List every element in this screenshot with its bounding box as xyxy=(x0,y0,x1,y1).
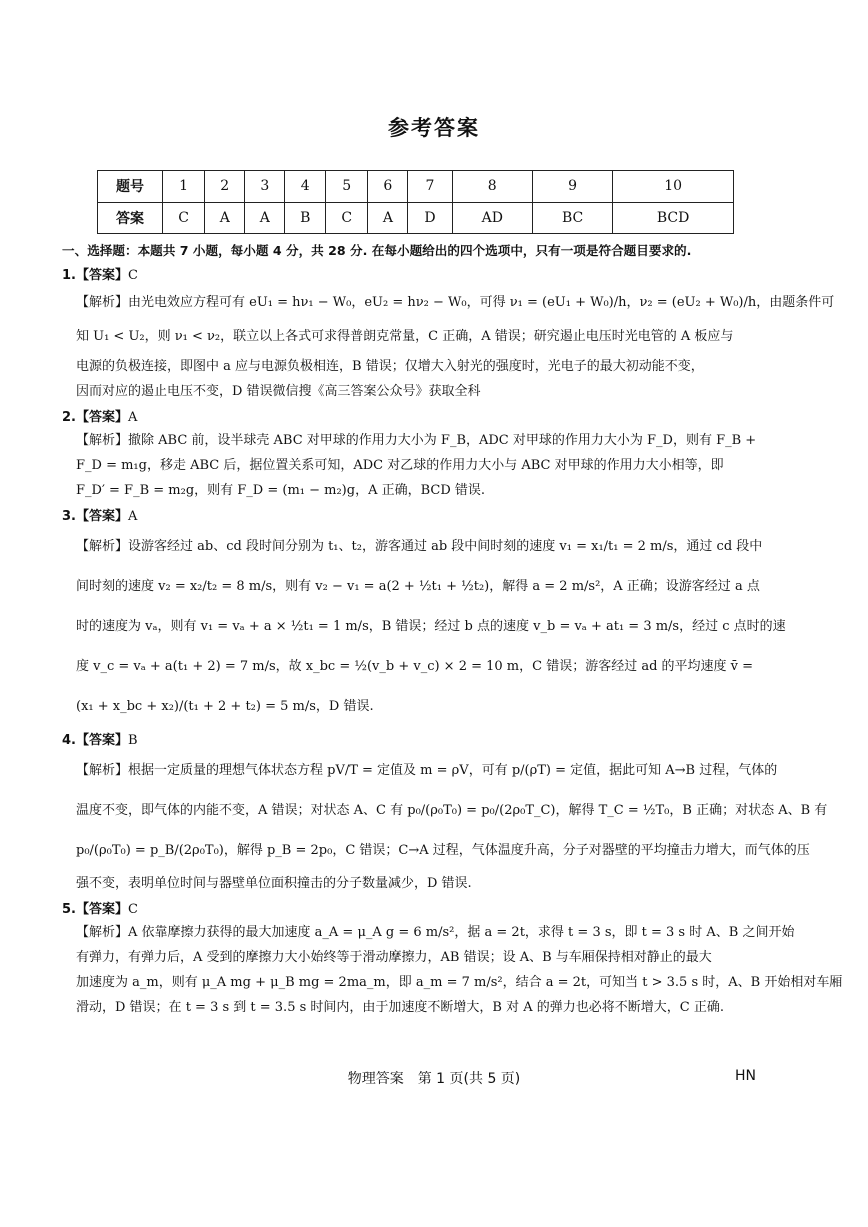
answer-value: A xyxy=(127,509,138,524)
answer-cell: BCD xyxy=(613,202,734,234)
explanation-line: 度 v_c = vₐ + a(t₁ + 2) = 7 m/s，故 x_bc = ½(v_b + v_c) × 2 = 10 m，C 错误；游客经过 ad 的平均速度 v̄ = xyxy=(76,659,754,674)
row-label-answer: 答案 xyxy=(98,202,163,234)
question-number-cell: 5 xyxy=(326,171,368,203)
answer-label: 3.【答案】 xyxy=(62,509,128,524)
explanation-line: 【解析】根据一定质量的理想气体状态方程 pV/T = 定值及 m = ρV，可有 p/(ρT) = 定值，据此可知 A→B 过程，气体的 xyxy=(76,763,778,778)
answer-value: C xyxy=(127,902,138,917)
section-heading: 一、选择题：本题共 7 小题，每小题 4 分，共 28 分. 在每小题给出的四个选项中，只有一项是符合题目要求的. xyxy=(62,243,692,258)
explanation-line: 时的速度为 vₐ，则有 v₁ = vₐ + a × ½t₁ = 1 m/s，B 错误；经过 b 点的速度 v_b = vₐ + at₁ = 3 m/s，经过 c 点时的速 xyxy=(76,619,786,634)
question-2-answer xyxy=(62,407,757,428)
answer-table-number-row xyxy=(98,171,734,203)
question-number-cell: 7 xyxy=(408,171,452,203)
question-number-cell: 3 xyxy=(245,171,285,203)
footer-region-code: HN xyxy=(735,1068,756,1084)
question-number-cell: 9 xyxy=(533,171,613,203)
question-3-answer xyxy=(62,506,757,527)
explanation-line: 【解析】设游客经过 ab、cd 段时间分别为 t₁、t₂，游客通过 ab 段中间时刻的速度 v₁ = x₁/t₁ = 2 m/s，通过 cd 段中 xyxy=(76,539,763,554)
answer-cell: A xyxy=(368,202,408,234)
answer-cell: D xyxy=(408,202,452,234)
answer-cell: C xyxy=(326,202,368,234)
question-number-cell: 1 xyxy=(163,171,205,203)
question-number-cell: 2 xyxy=(205,171,245,203)
footer-page-info: 物理答案 第 1 页(共 5 页) xyxy=(347,1071,521,1087)
answer-value: C xyxy=(127,268,138,283)
explanation-line: 【解析】撤除 ABC 前，设半球壳 ABC 对甲球的作用力大小为 F_B，ADC 对甲球的作用力大小为 F_D，则有 F_B + xyxy=(76,433,757,448)
explanation-line: 温度不变，即气体的内能不变，A 错误；对状态 A、C 有 p₀/(ρ₀T₀) = p₀/(2ρ₀T_C)，解得 T_C = ½T₀，B 正确；对状态 A、B 有 xyxy=(76,803,828,818)
answer-cell: BC xyxy=(533,202,613,234)
answer-table-answer-row xyxy=(98,202,734,234)
answer-cell: C xyxy=(163,202,205,234)
explanation-line: 滑动，D 错误；在 t = 3 s 到 t = 3.5 s 时间内，由于加速度不断增大，B 对 A 的弹力也必将不断增大，C 正确. xyxy=(76,1000,724,1015)
explanation-line: F_D = m₁g，移走 ABC 后，据位置关系可知，ADC 对乙球的作用力大小与 ABC 对甲球的作用力大小相等，即 xyxy=(76,458,724,473)
answer-cell: AD xyxy=(452,202,533,234)
answer-cell: A xyxy=(205,202,245,234)
explanation-line: 有弹力，有弹力后，A 受到的摩擦力大小始终等于滑动摩擦力，AB 错误；设 A、B 与车厢保持相对静止的最大 xyxy=(76,950,712,965)
question-number-cell: 8 xyxy=(452,171,533,203)
question-5-answer xyxy=(62,899,757,920)
explanation-line: 知 U₁ < U₂，则 ν₁ < ν₂，联立以上各式可求得普朗克常量，C 正确，A 错误；研究遏止电压时光电管的 A 板应与 xyxy=(76,329,734,344)
explanations xyxy=(62,240,843,1020)
explanation-line: 加速度为 a_m，则有 μ_A mg + μ_B mg = 2ma_m，即 a_m = 7 m/s²，结合 a = 2t，可知当 t > 3.5 s 时，A、B 开始相对车厢 xyxy=(76,975,843,990)
question-number-cell: 10 xyxy=(613,171,734,203)
explanation-line: 因而对应的遏止电压不变，D 错误微信搜《高三答案公众号》获取全科 xyxy=(76,384,481,399)
answer-cell: A xyxy=(245,202,285,234)
question-number-cell: 6 xyxy=(368,171,408,203)
explanation-line: p₀/(ρ₀T₀) = p_B/(2ρ₀T₀)，解得 p_B = 2p₀，C 错误；C→A 过程，气体温度升高，分子对器壁的平均撞击力增大，而气体的压 xyxy=(76,843,810,858)
answer-table xyxy=(97,170,734,234)
explanation-line: 强不变，表明单位时间与器壁单位面积撞击的分子数量减少，D 错误. xyxy=(76,876,472,891)
question-1-answer xyxy=(62,265,757,286)
explanation-line: 【解析】由光电效应方程可有 eU₁ = hν₁ − W₀，eU₂ = hν₂ − W₀，可得 ν₁ = (eU₁ + W₀)/h，ν₂ = (eU₂ + W₀)/h，由题条件可 xyxy=(76,295,835,310)
question-4-answer xyxy=(62,730,757,751)
page-title: 参考答案 xyxy=(388,116,480,140)
answer-label: 5.【答案】 xyxy=(62,902,128,917)
explanation-line: 【解析】A 依靠摩擦力获得的最大加速度 a_A = μ_A g = 6 m/s²，据 a = 2t，求得 t = 3 s，即 t = 3 s 时 A、B 之间开始 xyxy=(76,925,795,940)
answer-value: B xyxy=(127,733,138,748)
explanation-line: F_D′ = F_B = m₂g，则有 F_D = (m₁ − m₂)g，A 正确，BCD 错误. xyxy=(76,483,486,498)
answer-label: 1.【答案】 xyxy=(62,268,128,283)
answer-cell: B xyxy=(285,202,326,234)
row-label-number: 题号 xyxy=(98,171,163,203)
explanation-line: 电源的负极连接，即图中 a 应与电源负极相连，B 错误；仅增大入射光的强度时，光电子的最大初动能不变， xyxy=(76,359,704,374)
answer-label: 4.【答案】 xyxy=(62,733,128,748)
explanation-line: (x₁ + x_bc + x₂)/(t₁ + 2 + t₂) = 5 m/s，D 错误. xyxy=(76,699,374,714)
question-number-cell: 4 xyxy=(285,171,326,203)
explanation-line: 间时刻的速度 v₂ = x₂/t₂ = 8 m/s，则有 v₂ − v₁ = a(2 + ½t₁ + ½t₂)，解得 a = 2 m/s²，A 正确；设游客经过 a 点 xyxy=(76,579,760,594)
answer-label: 2.【答案】 xyxy=(62,410,128,425)
answer-value: A xyxy=(127,410,138,425)
